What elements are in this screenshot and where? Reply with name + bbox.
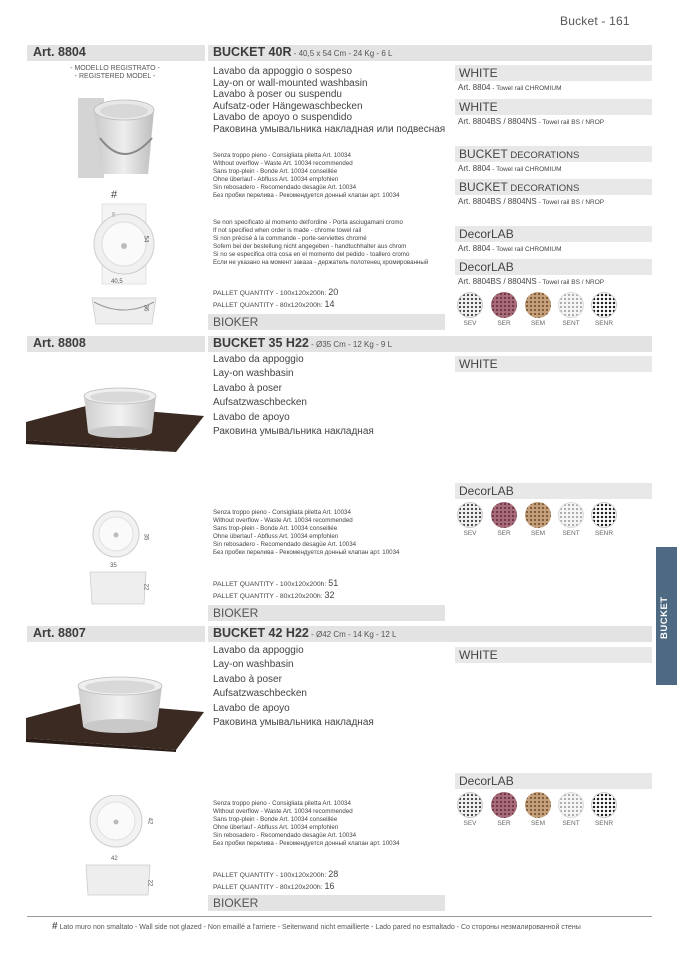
finish-art: Art. 8804BS / 8804NS: [458, 277, 537, 286]
footer-divider: [27, 916, 652, 917]
pallet-label: PALLET QUANTITY - 80x120x200h:: [213, 302, 325, 309]
page-header: Bucket - 161: [560, 14, 630, 28]
dim-depth: 36: [142, 304, 149, 312]
swatch-ser[interactable]: [490, 792, 518, 827]
finish-note: [458, 197, 604, 206]
finish-decorations: DECORATIONS: [507, 150, 580, 161]
finish-decorlab-8807: DecorLAB: [455, 773, 652, 789]
bucket-42-image: [26, 672, 204, 752]
footer-hash: #: [52, 921, 58, 932]
swatch-sev[interactable]: [456, 502, 484, 537]
pallet-value: 28: [328, 869, 339, 879]
finish-art: Art. 8804BS / 8804NS: [458, 117, 537, 126]
finish-note: [458, 83, 562, 92]
overflow-line: Sin rebosadero - Recomendado desagüe Art. 10034: [213, 541, 357, 548]
towel-line: Если не указано на момент заказа - держатель полотенец хромированный: [213, 259, 429, 266]
pallet-label: PALLET QUANTITY - 100x120x200h:: [213, 581, 329, 588]
overflow-line: Senza troppo pieno - Consigliata piletta Art. 10034: [213, 152, 351, 159]
product-name: BUCKET 35 H22: [213, 336, 309, 350]
pallet-line: [213, 578, 338, 590]
dim-width: 42: [111, 856, 118, 862]
registered-it: - MODELLO REGISTRATO -: [70, 65, 160, 72]
desc-line: Lay-on washbasin: [213, 368, 294, 380]
registered-model: [55, 65, 175, 81]
swatch-label: SEM: [530, 320, 546, 327]
finish-bucket: BUCKET: [459, 180, 508, 194]
product-spec: - Ø35 Cm - 12 Kg - 9 L: [308, 340, 393, 349]
finish-decorations: DECORATIONS: [507, 183, 580, 194]
finish-note: [458, 117, 604, 126]
finish-decorlab-2: DecorLAB: [455, 259, 652, 275]
overflow-line: Sans trop-plein - Bonde Art. 10034 conseillée: [213, 525, 338, 532]
swatch-sev[interactable]: [456, 792, 484, 827]
desc-line: Lavabo de apoyo: [213, 411, 290, 423]
swatch-label: SEV: [463, 820, 477, 827]
pallet-label: PALLET QUANTITY - 100x120x200h:: [213, 290, 329, 297]
overflow-line: Sans trop-plein - Bonde Art. 10034 conseillée: [213, 816, 338, 823]
finish-note: [458, 277, 604, 286]
pallet-line: [213, 869, 338, 881]
pallet-info-8808: [213, 578, 338, 602]
desc-line: Lavabo da appoggio o sospeso: [213, 66, 353, 77]
finish-towel: - Towel rail CHROMIUM: [490, 246, 562, 253]
section-side-tab: [656, 547, 677, 685]
overflow-line: Without overflow - Waste Art. 10034 recommended: [213, 160, 353, 167]
pallet-label: PALLET QUANTITY - 100x120x200h:: [213, 872, 329, 879]
towel-line: Si non précisé à la commande - porte-serviettes chromé: [213, 235, 367, 242]
swatch-label: SENR: [594, 820, 614, 827]
pallet-value: 32: [324, 590, 335, 600]
pallet-value: 14: [324, 299, 335, 309]
towel-line: Sofern bei der bestellung nicht angegeben - handtuchhalter aus chrom: [213, 243, 407, 250]
towel-line: Si no se especifica otra cosa en el momento del pedido - toallero cromo: [213, 251, 410, 258]
finish-white-2: WHITE: [455, 99, 652, 115]
finish-white-1: WHITE: [455, 65, 652, 81]
desc-line: Aufsatz-oder Hängewaschbecken: [213, 100, 363, 112]
pallet-line: [213, 590, 338, 602]
article-number: Art. 8808: [33, 336, 86, 350]
overflow-info-8808: [213, 509, 400, 557]
desc-line: Раковина умывальника накладная: [213, 717, 374, 729]
bioker-label-8807: BIOKER: [208, 895, 445, 911]
swatch-ser[interactable]: [490, 502, 518, 537]
description-8808: [213, 353, 374, 439]
finish-bucket-decorations-2: [455, 179, 652, 195]
article-bar-8808: [27, 336, 205, 352]
bucket-40r-drawings: [88, 202, 160, 330]
swatch-label: SENT: [562, 320, 580, 327]
swatch-row-1: [455, 292, 645, 330]
overflow-line: Без пробки перелива - Рекомендуется донный клапан арт. 10034: [213, 549, 400, 556]
finish-decorlab-1: DecorLAB: [455, 226, 652, 242]
finish-art: Art. 8804: [458, 164, 491, 173]
overflow-line: Senza troppo pieno - Consigliata piletta Art. 10034: [213, 509, 351, 516]
article-number: Art. 8804: [33, 45, 86, 59]
pallet-info-8804: [213, 287, 338, 311]
dim-height: 35: [142, 533, 149, 541]
overflow-info-8804: [213, 152, 400, 200]
overflow-line: Ohne überlauf - Abfluss Art. 10034 empfohlen: [213, 176, 339, 183]
swatch-senr[interactable]: [590, 502, 618, 537]
swatch-label: SER: [497, 530, 511, 537]
bioker-label-8808: BIOKER: [208, 605, 445, 621]
desc-line: Aufsatzwaschbecken: [213, 688, 307, 700]
dim-width: 40,5: [111, 279, 123, 285]
swatch-label: SEM: [530, 820, 546, 827]
finish-white-8808: WHITE: [455, 356, 652, 372]
pallet-label: PALLET QUANTITY - 80x120x200h:: [213, 593, 325, 600]
article-bar-8804: [27, 45, 205, 61]
footer-note: [52, 921, 581, 932]
article-bar-8807: [27, 626, 205, 642]
towel-line: If not specified when order is made - chrome towel rail: [213, 227, 362, 234]
finish-towel: - Towel rail CHROMIUM: [490, 85, 562, 92]
description-8807: [213, 644, 374, 730]
bucket-35-image: [26, 380, 204, 452]
swatch-sem[interactable]: [524, 502, 552, 537]
overflow-line: Sin rebosadero - Recomendado desagüe Art. 10034: [213, 184, 357, 191]
swatch-sem[interactable]: [524, 792, 552, 827]
desc-line: Lavabo à poser: [213, 673, 282, 685]
desc-line: Lavabo de apoyo o suspendido: [213, 112, 353, 123]
swatch-label: SENR: [594, 320, 614, 327]
swatch-senr[interactable]: [590, 292, 618, 327]
article-number: Art. 8807: [33, 626, 86, 640]
desc-line: Lavabo de apoyo: [213, 702, 290, 714]
pallet-value: 16: [324, 881, 335, 891]
pallet-value: 51: [328, 578, 339, 588]
swatch-sev[interactable]: [456, 292, 484, 327]
desc-line: Aufsatzwaschbecken: [213, 397, 307, 409]
swatch-label: SEV: [463, 320, 477, 327]
bioker-label-8804: BIOKER: [208, 314, 445, 330]
swatch-label: SEV: [463, 530, 477, 537]
product-name: BUCKET 42 H22: [213, 626, 309, 640]
swatch-label: SER: [497, 820, 511, 827]
product-bar-8804: [208, 45, 652, 61]
swatch-label: SENR: [594, 530, 614, 537]
bucket-42-drawings: [84, 795, 156, 899]
finish-white-8807: WHITE: [455, 647, 652, 663]
finish-note: [458, 244, 562, 253]
dim-width: 35: [110, 563, 117, 569]
swatch-label: SER: [497, 320, 511, 327]
swatch-row-3: [455, 792, 645, 830]
pallet-info-8807: [213, 869, 338, 893]
desc-line: Lavabo à poser: [213, 382, 282, 394]
desc-line: Lavabo da appoggio: [213, 645, 304, 656]
towel-info-8804: [213, 219, 428, 267]
product-spec: - 40,5 x 54 Cm - 24 Kg - 6 L: [291, 49, 393, 58]
finish-decorlab-8808: DecorLAB: [455, 483, 652, 499]
pallet-value: 20: [328, 287, 339, 297]
overflow-line: Without overflow - Waste Art. 10034 recommended: [213, 517, 353, 524]
description-8804: [213, 66, 445, 135]
finish-towel: - Towel rail BS / NROP: [536, 199, 605, 206]
dim-height: 42: [146, 817, 153, 825]
product-spec: - Ø42 Cm - 14 Kg - 12 L: [308, 630, 397, 639]
overflow-line: Без пробки перелива - Рекомендуется донный клапан арт. 10034: [213, 840, 400, 847]
overflow-line: Sin rebosadero - Recomendado desagüe Art. 10034: [213, 832, 357, 839]
finish-art: Art. 8804: [458, 244, 491, 253]
finish-art: Art. 8804BS / 8804NS: [458, 197, 537, 206]
overflow-line: Без пробки перелива - Рекомендуется донный клапан арт. 10034: [213, 192, 400, 199]
overflow-line: Sans trop-plein - Bonde Art. 10034 conseillée: [213, 168, 338, 175]
hash-mark: #: [111, 189, 118, 201]
swatch-sent[interactable]: [557, 292, 585, 327]
overflow-line: Ohne überlauf - Abfluss Art. 10034 empfohlen: [213, 533, 339, 540]
dim-depth: 22: [142, 583, 149, 591]
pallet-label: PALLET QUANTITY - 80x120x200h:: [213, 884, 325, 891]
desc-line: Lavabo da appoggio: [213, 354, 304, 365]
swatch-sent[interactable]: [557, 502, 585, 537]
dim-depth: 22: [146, 879, 153, 887]
registered-en: - REGISTERED MODEL -: [74, 73, 156, 80]
desc-line: Lavabo à poser ou suspendu: [213, 89, 342, 100]
overflow-info-8807: [213, 800, 400, 848]
product-name: BUCKET 40R: [213, 45, 292, 59]
swatch-label: SENT: [562, 820, 580, 827]
overflow-line: Ohne überlauf - Abfluss Art. 10034 empfohlen: [213, 824, 339, 831]
finish-art: Art. 8804: [458, 83, 491, 92]
pallet-line: [213, 881, 338, 893]
towel-line: Se non specificato al momento dell'ordine - Porta asciugamani cromo: [213, 219, 403, 226]
swatch-label: SENT: [562, 530, 580, 537]
bucket-35-drawings: [86, 510, 154, 608]
dim-height: 54: [142, 235, 149, 243]
finish-towel: - Towel rail BS / NROP: [536, 279, 605, 286]
overflow-line: Without overflow - Waste Art. 10034 recommended: [213, 808, 353, 815]
desc-line: Раковина умывальника накладная: [213, 426, 374, 438]
finish-towel: - Towel rail CHROMIUM: [490, 166, 562, 173]
overflow-line: Senza troppo pieno - Consigliata piletta Art. 10034: [213, 800, 351, 807]
finish-note: [458, 164, 562, 173]
desc-line: Lay-on or wall-mounted washbasin: [213, 77, 368, 89]
side-tab-label: BUCKET: [659, 596, 670, 639]
product-bar-8808: [208, 336, 652, 352]
finish-towel: - Towel rail BS / NROP: [536, 119, 605, 126]
desc-line: Раковина умывальника накладная или подвесная: [213, 123, 446, 135]
bucket-40r-image: [74, 88, 164, 188]
finish-bucket: BUCKET: [459, 147, 508, 161]
pallet-line: [213, 287, 338, 299]
swatch-ser[interactable]: [490, 292, 518, 327]
pallet-line: [213, 299, 338, 311]
swatch-label: SEM: [530, 530, 546, 537]
product-bar-8807: [208, 626, 652, 642]
finish-bucket-decorations-1: [455, 146, 652, 162]
footer-text: Lato muro non smaltato - Wall side not glazed - Non emaillé a l'arriere - Seitenwand nicht emaillierte - Lado pared no esmaltado - Со стороны незмалированной стены: [57, 924, 581, 931]
swatch-senr[interactable]: [590, 792, 618, 827]
swatch-sem[interactable]: [524, 292, 552, 327]
desc-line: Lay-on washbasin: [213, 659, 294, 671]
swatch-sent[interactable]: [557, 792, 585, 827]
swatch-row-2: [455, 502, 645, 540]
